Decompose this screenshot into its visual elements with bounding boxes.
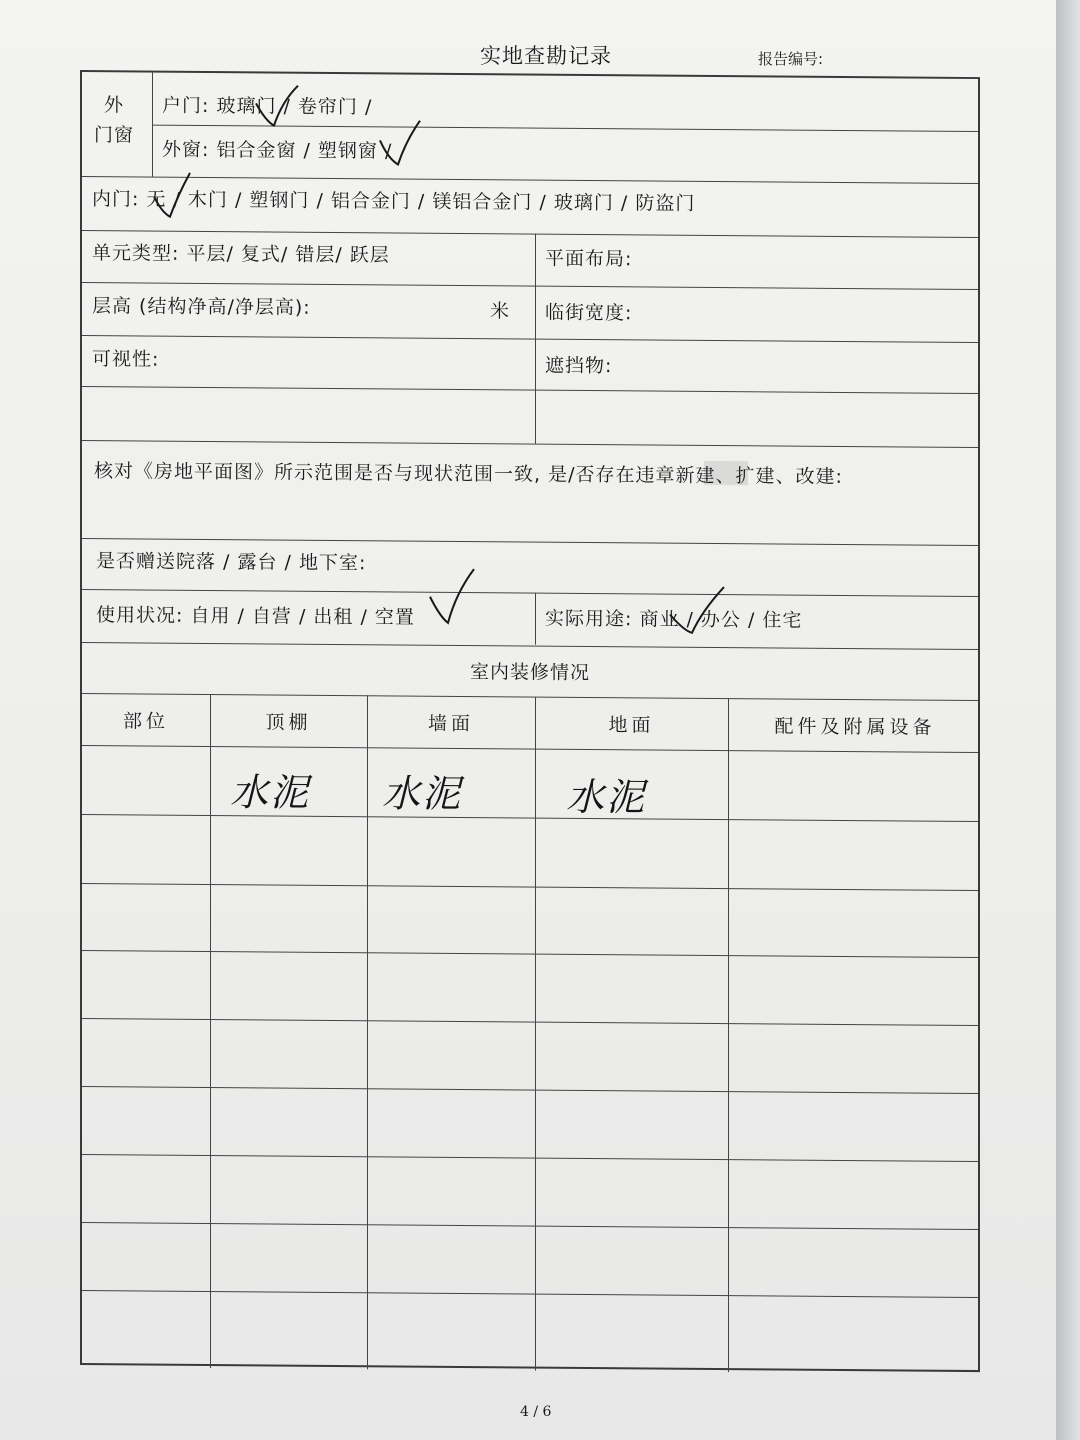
plan-verification: 核对《房地平面图》所示范围是否与现状范围一致, 是/否存在违章新建、扩建、改建:	[94, 460, 843, 488]
column-divider	[210, 694, 211, 1368]
column-header: 配件及附属设备	[774, 715, 936, 739]
floor-height-unit: 米	[490, 300, 511, 323]
row-divider	[82, 386, 978, 394]
column-divider	[535, 593, 536, 645]
inspection-form	[80, 70, 980, 1372]
obstruction-label: 遮挡物:	[545, 354, 613, 378]
column-divider	[535, 234, 536, 444]
row-divider	[82, 282, 978, 290]
checkmark-icon	[252, 81, 302, 131]
column-header: 墙面	[427, 712, 474, 736]
column-divider	[728, 698, 729, 1372]
row-divider	[82, 589, 978, 597]
row-divider	[82, 440, 978, 448]
visibility-label: 可视性:	[92, 348, 160, 371]
row-divider	[82, 745, 978, 753]
row-divider	[82, 950, 978, 958]
row-divider	[82, 176, 978, 184]
use-status-options: 使用状况: 自用 / 自营 / 出租 / 空置	[96, 604, 415, 629]
checkmark-icon	[668, 585, 728, 637]
floor-height-label: 层高 (结构净高/净层高):	[92, 295, 311, 319]
column-divider	[367, 695, 368, 1369]
row-divider	[82, 1290, 978, 1298]
page-title: 实地查勘记录	[480, 44, 612, 68]
row-divider	[82, 538, 978, 546]
column-header: 地面	[608, 714, 655, 737]
ceiling-entry: 水泥	[230, 770, 311, 815]
row-divider	[82, 883, 978, 891]
outer-label: 外	[104, 94, 125, 117]
row-divider	[82, 230, 978, 238]
column-header: 部位	[122, 710, 169, 733]
column-header: 顶棚	[265, 711, 312, 734]
checkmark-icon	[150, 171, 194, 223]
floor-entry: 水泥	[566, 774, 647, 820]
page-number: 4 / 6	[520, 1404, 552, 1420]
row-divider	[82, 1018, 978, 1026]
outer-label: 门窗	[94, 124, 135, 147]
actual-use-options: 实际用途: 商业 / 办公 / 住宅	[545, 607, 803, 632]
paper-edge	[1056, 0, 1080, 1440]
row-divider	[82, 335, 978, 343]
wall-entry: 水泥	[382, 771, 463, 817]
row-divider	[82, 1222, 978, 1230]
layout-label: 平面布局:	[545, 247, 633, 271]
report-number-label: 报告编号:	[758, 50, 824, 68]
row-divider	[82, 1086, 978, 1094]
inner-door-options: 内门: 无 / 木门 / 塑钢门 / 铝合金门 / 镁铝合金门 / 玻璃门 / 防盗门	[92, 188, 696, 215]
street-width-label: 临街宽度:	[545, 301, 633, 325]
row-divider	[82, 814, 978, 822]
row-divider	[82, 693, 978, 701]
outer-window-options: 外窗: 铝合金窗 / 塑钢窗 /	[162, 138, 393, 163]
row-divider	[82, 642, 978, 650]
checkmark-icon	[428, 567, 478, 627]
decoration-title: 室内装修情况	[470, 661, 591, 685]
unit-type-options: 单元类型: 平层/ 复式/ 错层/ 跃层	[92, 242, 390, 267]
gift-options: 是否赠送院落 / 露台 / 地下室:	[96, 550, 367, 575]
row-divider	[82, 1154, 978, 1162]
column-divider	[152, 73, 153, 177]
outer-door-options: 户门: 玻璃门 / 卷帘门 /	[162, 94, 373, 119]
checkmark-icon	[376, 118, 426, 170]
column-divider	[535, 697, 536, 1371]
